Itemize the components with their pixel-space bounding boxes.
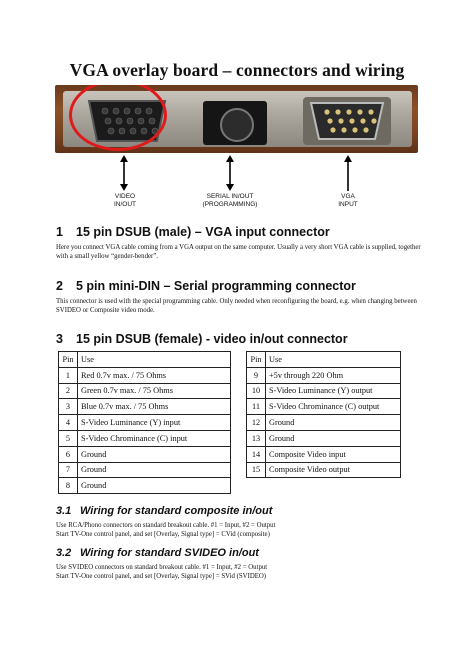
pin-number: 3 <box>59 399 78 415</box>
pin-header: Pin <box>247 352 266 368</box>
up-arrow-icon <box>343 155 353 191</box>
subsection-3-2-line-1: Use SVIDEO connectors on standard breakout cable. #1 = Input, #2 = Output <box>56 564 268 571</box>
double-arrow-icon <box>119 155 129 191</box>
table-header-row <box>247 352 401 368</box>
section-title: 5 pin mini-DIN – Serial programming connector <box>76 279 356 293</box>
caption-vga-input <box>328 193 368 209</box>
section-number: 1 <box>56 225 63 239</box>
table-row <box>247 415 401 431</box>
pin-use: S-Video Chrominance (C) output <box>266 399 401 415</box>
pin-number: 7 <box>59 462 78 478</box>
pin-number: 10 <box>247 383 266 399</box>
subsection-3-1-line-2: Start TV-One control panel, and set [Overlay, Signal type] = CVid (composite) <box>56 531 270 538</box>
pin-number: 13 <box>247 430 266 446</box>
pin-use: S-Video Luminance (Y) input <box>78 415 231 431</box>
double-arrow-icon <box>225 155 235 191</box>
pin-use: Ground <box>266 415 401 431</box>
pin-number: 6 <box>59 446 78 462</box>
subsection-heading-3-1 <box>56 505 272 517</box>
pin-use: S-Video Luminance (Y) output <box>266 383 401 399</box>
pin-use: Ground <box>78 446 231 462</box>
table-row <box>247 367 401 383</box>
table-row <box>247 399 401 415</box>
caption-line: INPUT <box>338 201 358 208</box>
mini-din-connector-image <box>203 101 267 145</box>
caption-serial-programming <box>198 193 262 209</box>
connector-photo <box>55 85 418 153</box>
pin-use: +5v through 220 Ohm <box>266 367 401 383</box>
table-row <box>247 462 401 478</box>
subsection-heading-3-2 <box>56 547 259 559</box>
pin-use: Blue 0.7v max. / 75 Ohms <box>78 399 231 415</box>
pin-table-right <box>246 351 401 478</box>
table-row <box>59 367 231 383</box>
pin-number: 15 <box>247 462 266 478</box>
section-number: 2 <box>56 279 63 293</box>
pin-use: S-Video Chrominance (C) input <box>78 430 231 446</box>
caption-line: IN/OUT <box>113 201 137 208</box>
pin-use: Ground <box>78 462 231 478</box>
document-title: VGA overlay board – connectors and wiring <box>69 60 405 80</box>
subsection-3-1-line-1: Use RCA/Phono connectors on standard breakout cable. #1 = Input, #2 = Output <box>56 522 276 529</box>
caption-line: (PROGRAMMING) <box>202 201 258 208</box>
subsection-number: 3.2 <box>56 547 72 559</box>
table-row <box>59 383 231 399</box>
pin-use: Composite Video input <box>266 446 401 462</box>
pin-number: 5 <box>59 430 78 446</box>
caption-line: SERIAL IN/OUT <box>206 193 254 200</box>
pin-number: 8 <box>59 478 78 494</box>
subsection-title: Wiring for standard SVIDEO in/out <box>80 547 259 559</box>
subsection-number: 3.1 <box>56 505 72 517</box>
pin-use: Red 0.7v max. / 75 Ohms <box>78 367 231 383</box>
dsub-male-connector-image <box>301 95 393 147</box>
pin-number: 2 <box>59 383 78 399</box>
pin-use: Green 0.7v max. / 75 Ohms <box>78 383 231 399</box>
table-row <box>59 430 231 446</box>
table-row <box>247 430 401 446</box>
pin-number: 9 <box>247 367 266 383</box>
table-row <box>247 446 401 462</box>
pin-number: 12 <box>247 415 266 431</box>
section-1-text: Here you connect VGA cable coming from a VGA output on the same computer. Usually a very short VGA cable is supplied, together with a small yellow “gender-bender”. <box>56 244 421 260</box>
use-header: Use <box>78 352 231 368</box>
section-heading-1 <box>56 225 330 239</box>
section-title: 15 pin DSUB (female) - video in/out connector <box>76 332 348 346</box>
section-heading-3 <box>56 332 348 346</box>
caption-line: VGA <box>341 193 355 200</box>
table-row <box>59 399 231 415</box>
section-heading-2 <box>56 279 356 293</box>
section-number: 3 <box>56 332 63 346</box>
mini-din-socket <box>220 108 254 142</box>
subsection-3-2-line-2: Start TV-One control panel, and set [Overlay, Signal type] = SVid (SVIDEO) <box>56 573 267 580</box>
table-row <box>59 446 231 462</box>
subsection-title: Wiring for standard composite in/out <box>80 505 273 517</box>
section-title: 15 pin DSUB (male) – VGA input connector <box>76 225 330 239</box>
table-header-row <box>59 352 231 368</box>
section-2-text: This connector is used with the special programming cable. Only needed when reconfiguring the board, e.g. when changing between SVIDEO or Composite video mode. <box>56 298 417 314</box>
pin-use: Ground <box>266 430 401 446</box>
table-row <box>59 478 231 494</box>
pin-number: 4 <box>59 415 78 431</box>
table-row <box>59 462 231 478</box>
pin-use: Composite Video output <box>266 462 401 478</box>
pin-use: Ground <box>78 478 231 494</box>
pin-number: 14 <box>247 446 266 462</box>
pin-header: Pin <box>59 352 78 368</box>
pin-number: 11 <box>247 399 266 415</box>
use-header: Use <box>266 352 401 368</box>
pin-table-left <box>58 351 231 494</box>
caption-video-inout <box>100 193 150 209</box>
pin-number: 1 <box>59 367 78 383</box>
caption-line: VIDEO <box>114 193 136 200</box>
table-row <box>247 383 401 399</box>
table-row <box>59 415 231 431</box>
